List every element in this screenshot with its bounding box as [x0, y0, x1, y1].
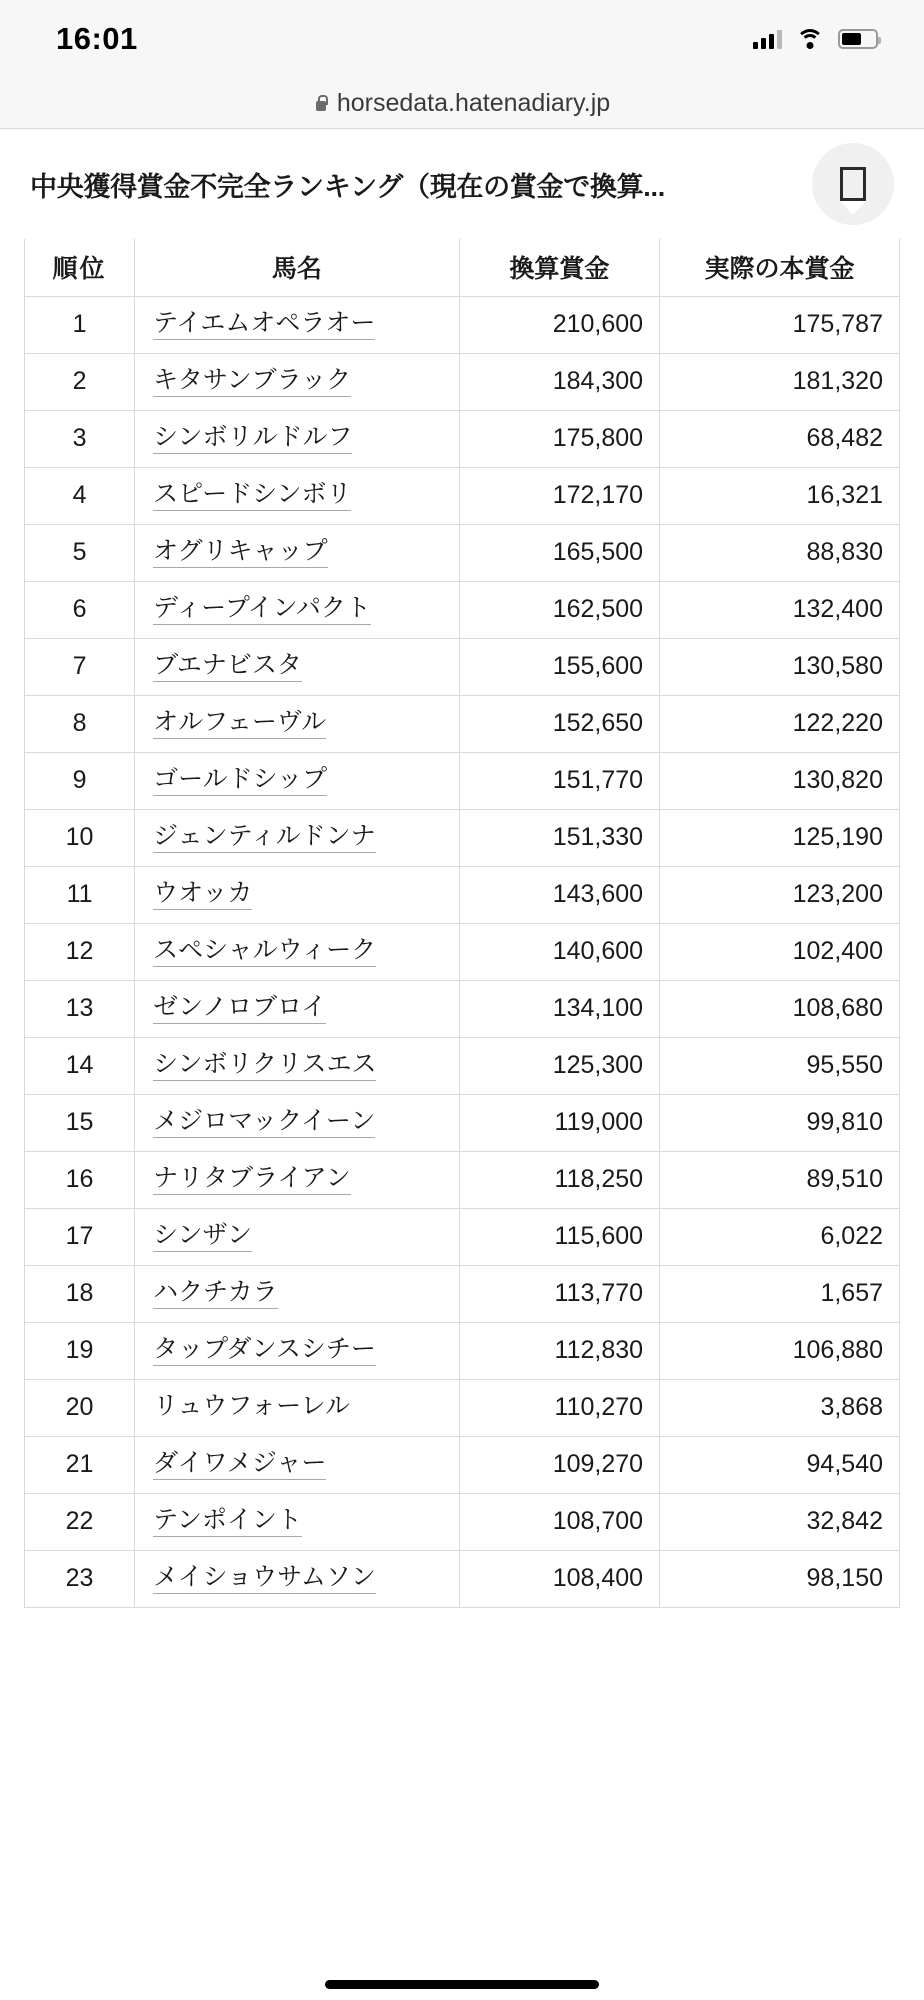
cell-actual-prize: 132,400	[660, 581, 900, 638]
column-header-rank: 順位	[25, 239, 135, 296]
cell-horse-name[interactable]	[135, 1322, 460, 1379]
table-row	[25, 638, 900, 695]
horse-name-link[interactable]: シンザン	[153, 1222, 252, 1253]
horse-name-link[interactable]: ジェンティルドンナ	[153, 823, 376, 854]
table-row	[25, 1379, 900, 1436]
cell-converted-prize: 108,400	[459, 1550, 659, 1607]
page-header	[0, 129, 924, 239]
column-header-converted-prize: 換算賞金	[459, 239, 659, 296]
cell-actual-prize: 88,830	[660, 524, 900, 581]
cell-horse-name[interactable]	[135, 1436, 460, 1493]
cell-converted-prize: 151,770	[459, 752, 659, 809]
table-row	[25, 980, 900, 1037]
ranking-table	[24, 239, 900, 1608]
cell-horse-name[interactable]	[135, 1094, 460, 1151]
cell-horse-name[interactable]	[135, 1493, 460, 1550]
horse-name-link[interactable]: ディープインパクト	[153, 595, 371, 626]
cell-rank: 14	[25, 1037, 135, 1094]
horse-name-link[interactable]: ゴールドシップ	[153, 766, 327, 797]
table-row	[25, 1151, 900, 1208]
cell-rank: 15	[25, 1094, 135, 1151]
horse-name-link[interactable]: テンポイント	[153, 1507, 302, 1538]
table-row	[25, 296, 900, 353]
horse-name-link[interactable]: タップダンスシチー	[153, 1336, 376, 1367]
cell-actual-prize: 130,580	[660, 638, 900, 695]
table-row	[25, 866, 900, 923]
cell-converted-prize: 110,270	[459, 1379, 659, 1436]
cell-actual-prize: 68,482	[660, 410, 900, 467]
cell-horse-name[interactable]	[135, 353, 460, 410]
cell-rank: 21	[25, 1436, 135, 1493]
ranking-table-container	[0, 239, 924, 1608]
cell-converted-prize: 152,650	[459, 695, 659, 752]
cell-rank: 17	[25, 1208, 135, 1265]
table-row	[25, 1037, 900, 1094]
cell-converted-prize: 108,700	[459, 1493, 659, 1550]
cell-converted-prize: 140,600	[459, 923, 659, 980]
table-row	[25, 410, 900, 467]
cell-horse-name[interactable]	[135, 1037, 460, 1094]
horse-name-link[interactable]: キタサンブラック	[153, 367, 351, 398]
cell-actual-prize: 89,510	[660, 1151, 900, 1208]
status-time: 16:01	[56, 21, 138, 56]
cell-horse-name	[135, 1379, 460, 1436]
cell-actual-prize: 94,540	[660, 1436, 900, 1493]
table-row	[25, 524, 900, 581]
cell-horse-name[interactable]	[135, 695, 460, 752]
cell-actual-prize: 125,190	[660, 809, 900, 866]
table-row	[25, 581, 900, 638]
cell-converted-prize: 112,830	[459, 1322, 659, 1379]
cell-rank: 11	[25, 866, 135, 923]
cell-horse-name[interactable]	[135, 980, 460, 1037]
table-row	[25, 1493, 900, 1550]
cell-rank: 23	[25, 1550, 135, 1607]
cell-converted-prize: 118,250	[459, 1151, 659, 1208]
cell-actual-prize: 16,321	[660, 467, 900, 524]
horse-name-link[interactable]: シンボリルドルフ	[153, 424, 352, 455]
horse-name-link[interactable]: ウオッカ	[153, 880, 252, 911]
table-row	[25, 1436, 900, 1493]
cell-rank: 16	[25, 1151, 135, 1208]
table-body	[25, 296, 900, 1607]
status-bar	[0, 0, 924, 78]
cell-converted-prize: 210,600	[459, 296, 659, 353]
cell-rank: 4	[25, 467, 135, 524]
table-row	[25, 695, 900, 752]
horse-name-link[interactable]: メイショウサムソン	[153, 1564, 376, 1595]
cell-converted-prize: 172,170	[459, 467, 659, 524]
cell-actual-prize: 123,200	[660, 866, 900, 923]
cell-rank: 8	[25, 695, 135, 752]
cell-actual-prize: 130,820	[660, 752, 900, 809]
table-row	[25, 1208, 900, 1265]
cell-converted-prize: 134,100	[459, 980, 659, 1037]
cell-horse-name[interactable]	[135, 296, 460, 353]
cell-horse-name[interactable]	[135, 866, 460, 923]
cell-actual-prize: 98,150	[660, 1550, 900, 1607]
status-indicators	[753, 29, 878, 50]
horse-name-link: リュウフォーレル	[153, 1392, 350, 1421]
page-title: 中央獲得賞金不完全ランキング（現在の賞金で換算...	[30, 171, 665, 202]
table-row	[25, 1265, 900, 1322]
wifi-icon	[796, 29, 824, 50]
table-row	[25, 752, 900, 809]
cell-converted-prize: 155,600	[459, 638, 659, 695]
cell-converted-prize: 175,800	[459, 410, 659, 467]
cell-horse-name[interactable]	[135, 923, 460, 980]
cell-actual-prize: 3,868	[660, 1379, 900, 1436]
horse-name-link[interactable]: ダイワメジャー	[153, 1450, 326, 1481]
cell-converted-prize: 125,300	[459, 1037, 659, 1094]
table-row	[25, 809, 900, 866]
cell-rank: 5	[25, 524, 135, 581]
cell-actual-prize: 106,880	[660, 1322, 900, 1379]
horse-name-link[interactable]: スペシャルウィーク	[153, 937, 376, 968]
cell-actual-prize: 181,320	[660, 353, 900, 410]
cell-converted-prize: 151,330	[459, 809, 659, 866]
cell-horse-name[interactable]	[135, 809, 460, 866]
cell-horse-name[interactable]	[135, 1550, 460, 1607]
cell-converted-prize: 109,270	[459, 1436, 659, 1493]
horse-name-link[interactable]: オグリキャップ	[153, 538, 328, 569]
cell-horse-name[interactable]	[135, 752, 460, 809]
browser-url-bar[interactable]	[0, 78, 924, 128]
table-row	[25, 1322, 900, 1379]
cell-actual-prize: 122,220	[660, 695, 900, 752]
cell-actual-prize: 108,680	[660, 980, 900, 1037]
horse-name-link[interactable]: ハクチカラ	[153, 1279, 278, 1310]
cell-actual-prize: 175,787	[660, 296, 900, 353]
cell-converted-prize: 184,300	[459, 353, 659, 410]
horse-name-link[interactable]: メジロマックイーン	[153, 1108, 375, 1139]
horse-name-link[interactable]: テイエムオペラオー	[153, 310, 375, 341]
cell-rank: 10	[25, 809, 135, 866]
cell-actual-prize: 1,657	[660, 1265, 900, 1322]
cell-converted-prize: 162,500	[459, 581, 659, 638]
cell-converted-prize: 115,600	[459, 1208, 659, 1265]
horse-name-link[interactable]: ゼンノロブロイ	[153, 994, 326, 1025]
cell-actual-prize: 99,810	[660, 1094, 900, 1151]
cellular-signal-icon	[753, 29, 782, 49]
horse-name-link[interactable]: スピードシンボリ	[153, 481, 351, 512]
horse-name-link[interactable]: ナリタブライアン	[153, 1165, 351, 1196]
cell-horse-name[interactable]	[135, 410, 460, 467]
table-row	[25, 467, 900, 524]
cell-horse-name[interactable]	[135, 524, 460, 581]
cell-rank: 9	[25, 752, 135, 809]
cell-actual-prize: 32,842	[660, 1493, 900, 1550]
cell-horse-name[interactable]	[135, 581, 460, 638]
table-row	[25, 923, 900, 980]
bookmark-button[interactable]	[812, 143, 894, 225]
table-row	[25, 353, 900, 410]
cell-actual-prize: 95,550	[660, 1037, 900, 1094]
url-text: horsedata.hatenadiary.jp	[336, 88, 611, 117]
horse-name-link[interactable]: ブエナビスタ	[153, 652, 302, 683]
table-header-row	[25, 239, 900, 296]
table-row	[25, 1094, 900, 1151]
cell-rank: 13	[25, 980, 135, 1037]
horse-name-link[interactable]: シンボリクリスエス	[153, 1051, 376, 1082]
column-header-horse-name: 馬名	[135, 239, 460, 296]
battery-icon	[838, 29, 878, 49]
cell-actual-prize: 6,022	[660, 1208, 900, 1265]
column-header-actual-prize: 実際の本賞金	[660, 239, 900, 296]
cell-rank: 19	[25, 1322, 135, 1379]
cell-horse-name[interactable]	[135, 467, 460, 524]
cell-converted-prize: 165,500	[459, 524, 659, 581]
cell-rank: 7	[25, 638, 135, 695]
cell-horse-name[interactable]	[135, 1265, 460, 1322]
bookmark-icon	[840, 167, 866, 201]
home-indicator	[325, 1980, 599, 1989]
cell-horse-name[interactable]	[135, 638, 460, 695]
cell-actual-prize: 102,400	[660, 923, 900, 980]
table-row	[25, 1550, 900, 1607]
cell-converted-prize: 143,600	[459, 866, 659, 923]
cell-rank: 12	[25, 923, 135, 980]
cell-rank: 3	[25, 410, 135, 467]
cell-converted-prize: 113,770	[459, 1265, 659, 1322]
lock-icon	[314, 95, 328, 112]
cell-rank: 1	[25, 296, 135, 353]
cell-rank: 22	[25, 1493, 135, 1550]
horse-name-link[interactable]: オルフェーヴル	[153, 709, 326, 740]
cell-rank: 18	[25, 1265, 135, 1322]
cell-horse-name[interactable]	[135, 1208, 460, 1265]
cell-converted-prize: 119,000	[459, 1094, 659, 1151]
cell-horse-name[interactable]	[135, 1151, 460, 1208]
cell-rank: 6	[25, 581, 135, 638]
cell-rank: 2	[25, 353, 135, 410]
cell-rank: 20	[25, 1379, 135, 1436]
